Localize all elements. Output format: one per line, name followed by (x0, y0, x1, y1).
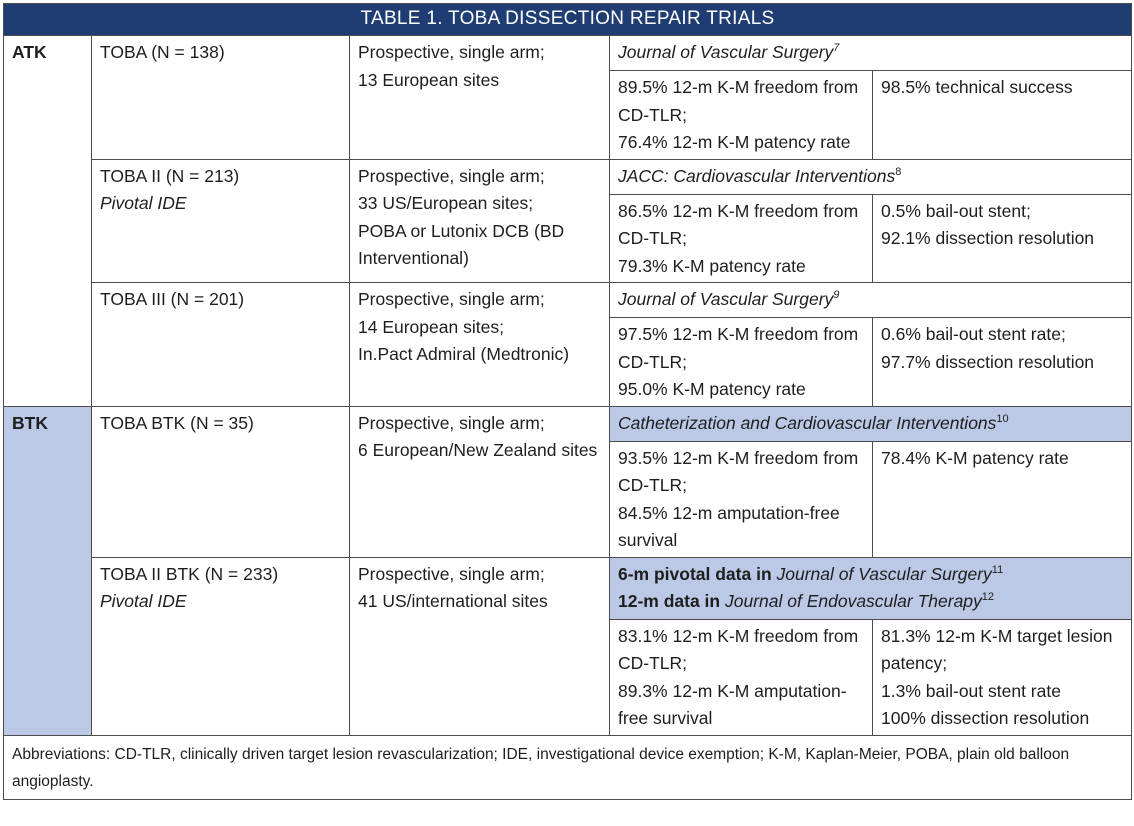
trial-design-toba-btk (350, 406, 610, 557)
result-line: CD-TLR; (618, 351, 688, 372)
results-left-toba-btk (610, 441, 873, 557)
result-line: survival (618, 530, 678, 550)
result-line: CD-TLR; (618, 228, 688, 248)
publication-toba (610, 36, 1132, 71)
publication-line-6m (618, 561, 1123, 589)
reference-number: 11 (991, 563, 1004, 576)
result-line: 89.3% 12-m K-M amputation- (618, 680, 847, 701)
design-line: Prospective, single arm; (358, 563, 545, 584)
trial-name: TOBA BTK (N = 35) (100, 412, 254, 433)
trial-name-toba-btk (92, 406, 350, 557)
abbreviations-footnote: Abbreviations: CD-TLR, clinically driven target lesion revascularization; IDE, investigational device exemption; K-M, Kaplan-Meier, POBA, plain old balloon angioplasty. (4, 735, 1132, 799)
trial-design-toba (350, 36, 610, 160)
trial-name-toba-ii-btk (92, 557, 350, 735)
results-left-toba (610, 71, 873, 160)
result-line: 84.5% 12-m amputation-free (618, 502, 840, 523)
design-line: In.Pact Admiral (Medtronic) (358, 344, 570, 364)
results-right-toba-btk (873, 441, 1132, 557)
trial-name: TOBA II BTK (N = 233) (100, 563, 279, 584)
design-line: 13 European sites (358, 69, 500, 90)
result-line: 83.1% 12-m K-M freedom from (618, 625, 859, 646)
results-right-toba-ii-btk (873, 619, 1132, 735)
trial-name: TOBA (N = 138) (100, 42, 225, 62)
publication-toba-btk (610, 406, 1132, 441)
result-line: 78.4% K-M patency rate (881, 447, 1069, 468)
result-line: 97.5% 12-m K-M freedom from (618, 324, 859, 344)
trial-design-toba-iii (350, 283, 610, 407)
reference-number: 10 (996, 412, 1009, 425)
journal-name: Journal of Vascular Surgery (618, 289, 834, 309)
journal-name: Catheterization and Cardiovascular Interventions (618, 412, 997, 433)
publication-prefix: 6-m pivotal data in (618, 563, 777, 584)
trial-name: TOBA III (N = 201) (100, 289, 245, 309)
journal-name: JACC: Cardiovascular Interventions (618, 165, 896, 186)
design-line: 33 US/European sites; (358, 193, 534, 213)
design-line: Interventional) (358, 248, 469, 268)
reference-number: 7 (833, 42, 840, 55)
result-line: 98.5% technical success (881, 77, 1073, 97)
result-line: 89.5% 12-m K-M freedom from (618, 77, 859, 97)
results-right-toba-iii (873, 318, 1132, 407)
trial-subtitle: Pivotal IDE (100, 193, 187, 213)
reference-number: 12 (981, 591, 995, 604)
trial-name: TOBA II (N = 213) (100, 165, 240, 186)
design-line: 41 US/international sites (358, 591, 548, 611)
group-label-btk: BTK (4, 406, 92, 735)
results-left-toba-ii-btk (610, 619, 873, 735)
design-line: 6 European/New Zealand sites (358, 440, 598, 460)
publication-toba-ii-btk (610, 557, 1132, 619)
journal-name: Journal of Endovascular Therapy (724, 591, 982, 611)
trial-name-toba-ii (92, 159, 350, 283)
result-line: CD-TLR; (618, 653, 688, 673)
result-line: 1.3% bail-out stent rate (881, 680, 1061, 701)
result-line: 95.0% K-M patency rate (618, 379, 806, 399)
result-line: 81.3% 12-m K-M target lesion (881, 625, 1113, 646)
trials-table-container (3, 3, 1131, 800)
design-line: Prospective, single arm; (358, 412, 545, 433)
journal-name: Journal of Vascular Surgery (776, 563, 992, 584)
result-line: CD-TLR; (618, 475, 688, 495)
table-title: TABLE 1. TOBA DISSECTION REPAIR TRIALS (4, 4, 1132, 36)
result-line: 93.5% 12-m K-M freedom from (618, 447, 859, 468)
result-line: 76.4% 12-m K-M patency rate (618, 132, 851, 152)
design-line: POBA or Lutonix DCB (BD (358, 220, 565, 241)
trial-subtitle: Pivotal IDE (100, 591, 187, 611)
publication-toba-iii (610, 283, 1132, 318)
trial-name-toba-iii (92, 283, 350, 407)
result-line: 100% dissection resolution (881, 708, 1090, 728)
result-line: free survival (618, 708, 713, 728)
result-line: 0.6% bail-out stent rate; (881, 324, 1066, 344)
trial-design-toba-ii (350, 159, 610, 283)
results-right-toba-ii (873, 194, 1132, 283)
result-line: patency; (881, 653, 948, 673)
publication-line-12m (618, 588, 1123, 616)
results-right-toba (873, 71, 1132, 160)
result-line: 0.5% bail-out stent; (881, 200, 1031, 221)
reference-number: 8 (895, 165, 902, 178)
trials-table (3, 3, 1132, 800)
result-line: 97.7% dissection resolution (881, 351, 1095, 372)
trial-name-toba (92, 36, 350, 160)
result-line: 86.5% 12-m K-M freedom from (618, 200, 859, 221)
design-line: Prospective, single arm; (358, 165, 545, 186)
trial-design-toba-ii-btk (350, 557, 610, 735)
design-line: Prospective, single arm; (358, 289, 545, 309)
result-line: CD-TLR; (618, 104, 688, 125)
publication-prefix: 12-m data in (618, 591, 725, 611)
result-line: 79.3% K-M patency rate (618, 255, 806, 276)
results-left-toba-iii (610, 318, 873, 407)
reference-number: 9 (833, 289, 840, 302)
publication-toba-ii (610, 159, 1132, 194)
results-left-toba-ii (610, 194, 873, 283)
group-label-atk: ATK (4, 36, 92, 407)
design-line: Prospective, single arm; (358, 42, 545, 62)
design-line: 14 European sites; (358, 316, 504, 337)
journal-name: Journal of Vascular Surgery (618, 42, 834, 62)
result-line: 92.1% dissection resolution (881, 228, 1095, 248)
